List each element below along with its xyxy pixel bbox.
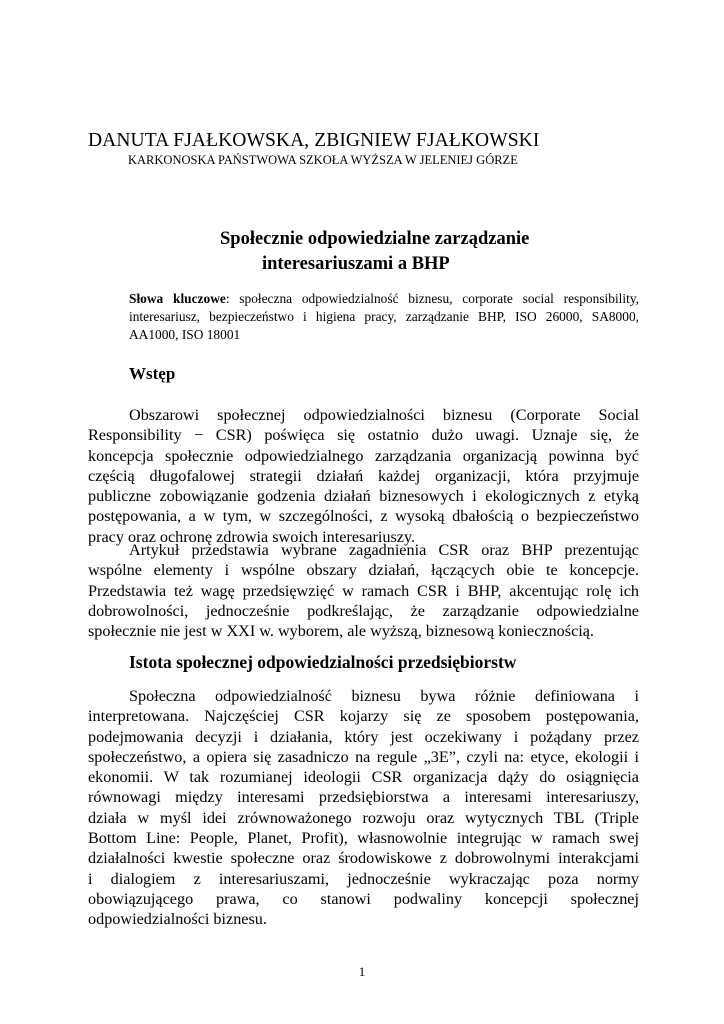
paragraph-intro-1 [88, 405, 639, 547]
paragraph-line: odpowiedzialności biznesu. [88, 910, 267, 929]
paragraph-line: obowiązującego prawa, co stanowi podwaliny koncepcji społecznej [88, 889, 639, 908]
keywords-block [129, 290, 639, 344]
paragraph-line: publiczne zobowiązanie godzenia działań biznesowych i ekologicznych z etyką [88, 487, 639, 506]
paragraph-intro-2 [88, 540, 639, 641]
page-number: 1 [358, 964, 366, 979]
paragraph-line: działalności kwestie społeczne oraz środowiskowe z dobrowolnymi interakcjami [88, 849, 639, 868]
paragraph-line: wspólne elementy i wspólne obszary działań, łączących obie te koncepcje. [88, 561, 639, 580]
paragraph-line: Społeczna odpowiedzialność biznesu bywa różnie definiowana i [129, 687, 639, 705]
paragraph-line: interpretowana. Najczęściej CSR kojarzy się ze sposobem postępowania, [88, 707, 639, 726]
paragraph-line: postępowania, a w tym, w szczególności, z wysoką dbałością o bezpieczeństwo [88, 507, 639, 526]
paragraph-line: Obszarowi społecznej odpowiedzialności biznesu (Corporate Social [129, 406, 639, 424]
paragraph-line: społeczeństwo, a opiera się zasadniczo na regule „3E”, czyli na: etyce, ekologii i [88, 747, 639, 766]
paragraph-line: Bottom Line: People, Planet, Profit), własnowolnie integrując w ramach swej [88, 829, 639, 848]
affiliation: KARKONOSKA PAŃSTWOWA SZKOŁA WYŻSZA W JELENIEJ GÓRZE [128, 153, 518, 167]
paragraph-line: ekonomii. W tak rozumianej ideologii CSR organizacja dąży do osiągnięcia [88, 768, 639, 787]
paragraph-line: Przedstawia też wagę przedsięwzięć w ramach CSR i BHP, akcentując rolę ich [88, 581, 639, 600]
section-heading-istota: Istota społecznej odpowiedzialności przedsiębiorstw [129, 652, 517, 672]
paragraph-line: częścią długofalowej strategii działań każdej organizacji, która przyjmuje [88, 466, 639, 485]
paragraph-line: dobrowolności, jednocześnie podkreślając, że zarządzanie odpowiedzialne [88, 601, 639, 620]
keywords-text: : społeczna odpowiedzialność biznesu, corporate social responsibility, interesariusz, bezpieczeństwo i higiena pracy, zarządzanie BHP, ISO 26000, SA8000, AA1000, ISO 18001 [129, 291, 640, 342]
title-line-1: Społecznie odpowiedzialne zarządzanie [220, 229, 530, 249]
paragraph-line: Responsibility − CSR) poświęca się ostatnio dużo uwagi. Uznaje się, że [88, 426, 639, 445]
paragraph-line: Artykuł przedstawia wybrane zagadnienia CSR oraz BHP prezentując [129, 541, 639, 559]
paragraph-line: podejmowania decyzji i działania, który jest oczekiwany i pożądany przez [88, 727, 639, 746]
authors: DANUTA FJAŁKOWSKA, ZBIGNIEW FJAŁKOWSKI [88, 130, 540, 151]
title-line-2: interesariuszami a BHP [262, 254, 450, 274]
paragraph-line: koncepcja społecznie odpowiedzialnego zarządzania organizacją powinna być [88, 446, 639, 465]
paragraph-line: i dialogiem z interesariuszami, jednocześnie wykraczając poza normy [88, 869, 639, 888]
paragraph-line: równowagi między interesami przedsiębiorstwa a interesami interesariuszy, [88, 788, 639, 807]
paragraph-istota [88, 686, 639, 930]
paragraph-line: społecznie nie jest w XXI w. wyborem, ale wyższą, biznesową koniecznością. [88, 622, 594, 641]
keywords-label: Słowa kluczowe [129, 291, 226, 306]
section-heading-wstep: Wstęp [129, 364, 176, 383]
paragraph-line: działa w myśl idei zrównoważonego rozwoju oraz wytycznych TBL (Triple [88, 808, 639, 827]
paragraph-line: pracy oraz ochronę zdrowia swoich interesariuszy. [88, 527, 416, 546]
